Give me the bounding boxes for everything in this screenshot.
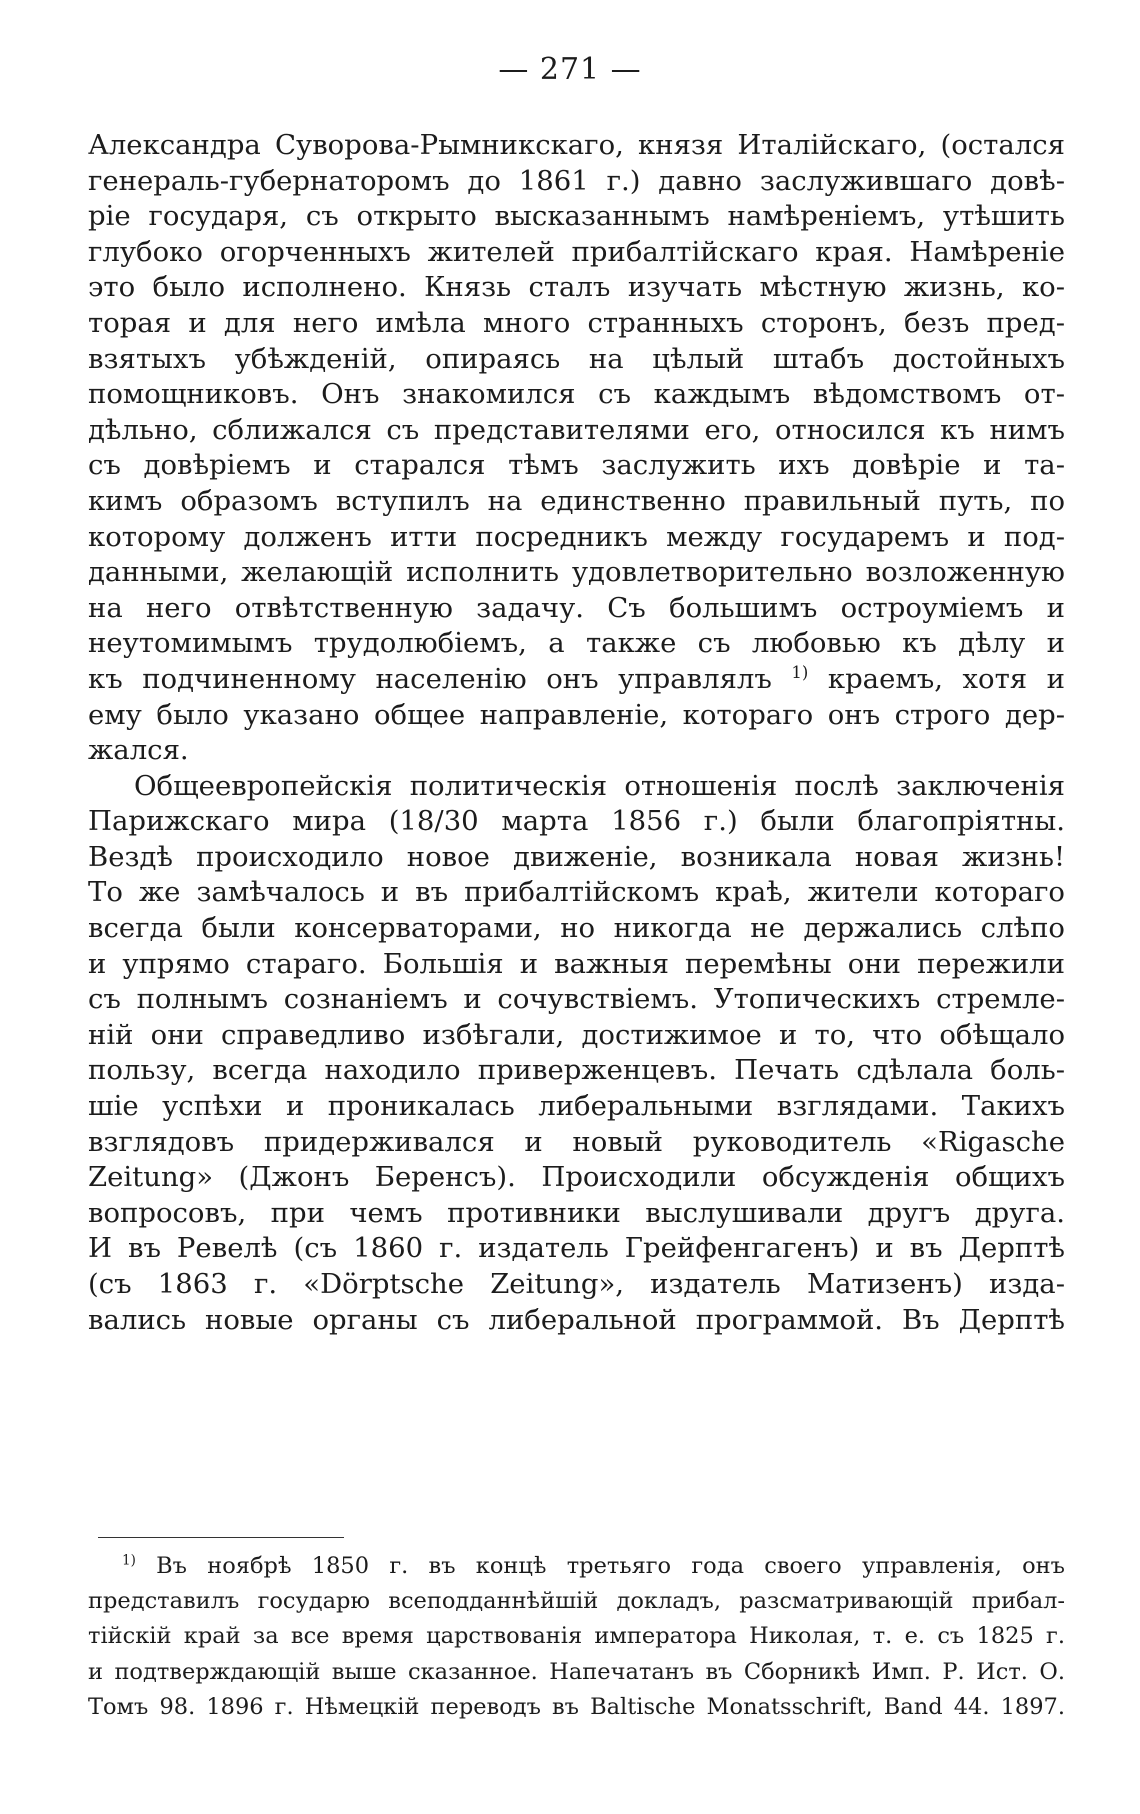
text-line: жался. <box>88 734 189 767</box>
text-line: Zeitung» (Джонъ Беренсъ). Происходили обсужденія общихъ <box>88 1161 1065 1194</box>
paragraph-2 <box>88 769 1065 1339</box>
text-line: взглядовъ придерживался и новый руководитель «Rigasche <box>88 1125 1065 1158</box>
text-segment: краемъ, хотя и <box>827 662 1065 695</box>
page-number: — 271 — <box>498 52 642 87</box>
text-line: глубоко огорченныхъ жителей прибалтійскаго края. Намѣреніе <box>88 235 1065 268</box>
text-segment: Въ ноябрѣ 1850 г. въ концѣ третьяго года своего управленія, онъ <box>156 1553 1065 1579</box>
text-line: И въ Ревелѣ (съ 1860 г. издатель Грейфенгагенъ) и въ Дерптѣ <box>88 1232 1065 1265</box>
text-line: Общеевропейскія политическія отношенія послѣ заключенія <box>134 769 1065 802</box>
text-line: кимъ образомъ вступилъ на единственно правильный путь, по <box>88 484 1065 517</box>
footnote-line: тійскій край за все время царствованія императора Николая, т. е. съ 1825 г. <box>88 1623 1065 1650</box>
footnote-line: представилъ государю всеподданнѣйшій докладъ, разсматривающій прибал- <box>88 1588 1065 1615</box>
footnote <box>88 1549 1065 1725</box>
text-line: шіе успѣхи и проникалась либеральными взглядами. Такихъ <box>88 1090 1065 1123</box>
text-line: Вездѣ происходило новое движеніе, возникала новая жизнь! <box>88 840 1065 873</box>
main-text <box>88 128 1065 1338</box>
text-line: То же замѣчалось и въ прибалтійскомъ краѣ, жители котораго <box>88 876 1065 909</box>
text-line: ній они справедливо избѣгали, достижимое и то, что обѣщало <box>88 1018 1065 1051</box>
text-line: съ довѣріемъ и старался тѣмъ заслужить ихъ довѣріе и та- <box>88 449 1065 482</box>
text-line: Парижскаго мира (18/30 марта 1856 г.) были благопріятны. <box>88 805 1065 838</box>
text-line: дѣльно, сближался съ представителями его, относился къ нимъ <box>88 413 1065 446</box>
text-line: данными, желающій исполнить удовлетворительно возложенную <box>88 556 1065 589</box>
text-line: (съ 1863 г. «Dörptsche Zeitung», издатель Матизенъ) изда- <box>88 1268 1065 1300</box>
text-line: пользу, всегда находило приверженцевъ. Печать сдѣлала боль- <box>88 1054 1065 1087</box>
text-segment: къ подчиненному населенію онъ управлялъ <box>88 662 772 695</box>
footnote-line <box>88 1549 1065 1584</box>
footnote-line: Томъ 98. 1896 г. Нѣмецкій переводъ въ Baltische Monatsschrift, Band 44. 1897. <box>88 1693 1065 1720</box>
text-line: торая и для него имѣла много странныхъ сторонъ, безъ пред- <box>88 306 1065 339</box>
text-line: ріе государя, съ открыто высказаннымъ намѣреніемъ, утѣшить <box>88 200 1065 233</box>
footnote-reference[interactable]: 1) <box>791 662 809 682</box>
footnote-marker: 1) <box>122 1552 136 1569</box>
text-line: помощниковъ. Онъ знакомился съ каждымъ вѣдомствомъ от- <box>88 378 1065 411</box>
paragraph-1 <box>88 128 1065 769</box>
text-line-with-footnote <box>88 662 1065 698</box>
text-line: взятыхъ убѣжденій, опираясь на цѣлый штабъ достойныхъ <box>88 342 1065 375</box>
text-line: и упрямо стараго. Большія и важныя перемѣны они пережили <box>88 947 1065 980</box>
text-line: вались новые органы съ либеральной программой. Въ Дерптѣ <box>88 1303 1065 1336</box>
text-line: которому долженъ итти посредникъ между государемъ и под- <box>88 520 1065 553</box>
text-line: неутомимымъ трудолюбіемъ, а также съ любовью къ дѣлу и <box>88 627 1065 660</box>
text-line: ему было указано общее направленіе, котораго онъ строго дер- <box>88 698 1065 731</box>
footnote-divider <box>98 1537 344 1538</box>
text-line: Александра Суворова-Рымникскаго, князя Италійскаго, (остался <box>88 129 1065 161</box>
text-line: это было исполнено. Князь сталъ изучать мѣстную жизнь, ко- <box>88 271 1065 304</box>
text-line: генераль-губернаторомъ до 1861 г.) давно заслужившаго довѣ- <box>88 164 1065 197</box>
text-line: всегда были консерваторами, но никогда не держались слѣпо <box>88 912 1065 945</box>
text-line: вопросовъ, при чемъ противники выслушивали другъ друга. <box>88 1196 1065 1229</box>
text-line: на него отвѣтственную задачу. Съ большимъ остроуміемъ и <box>88 591 1065 624</box>
footnote-line: и подтверждающій выше сказанное. Напечатанъ въ Сборникѣ Имп. Р. Ист. О. <box>88 1658 1065 1685</box>
text-line: съ полнымъ сознаніемъ и сочувствіемъ. Утопическихъ стремле- <box>88 983 1065 1016</box>
